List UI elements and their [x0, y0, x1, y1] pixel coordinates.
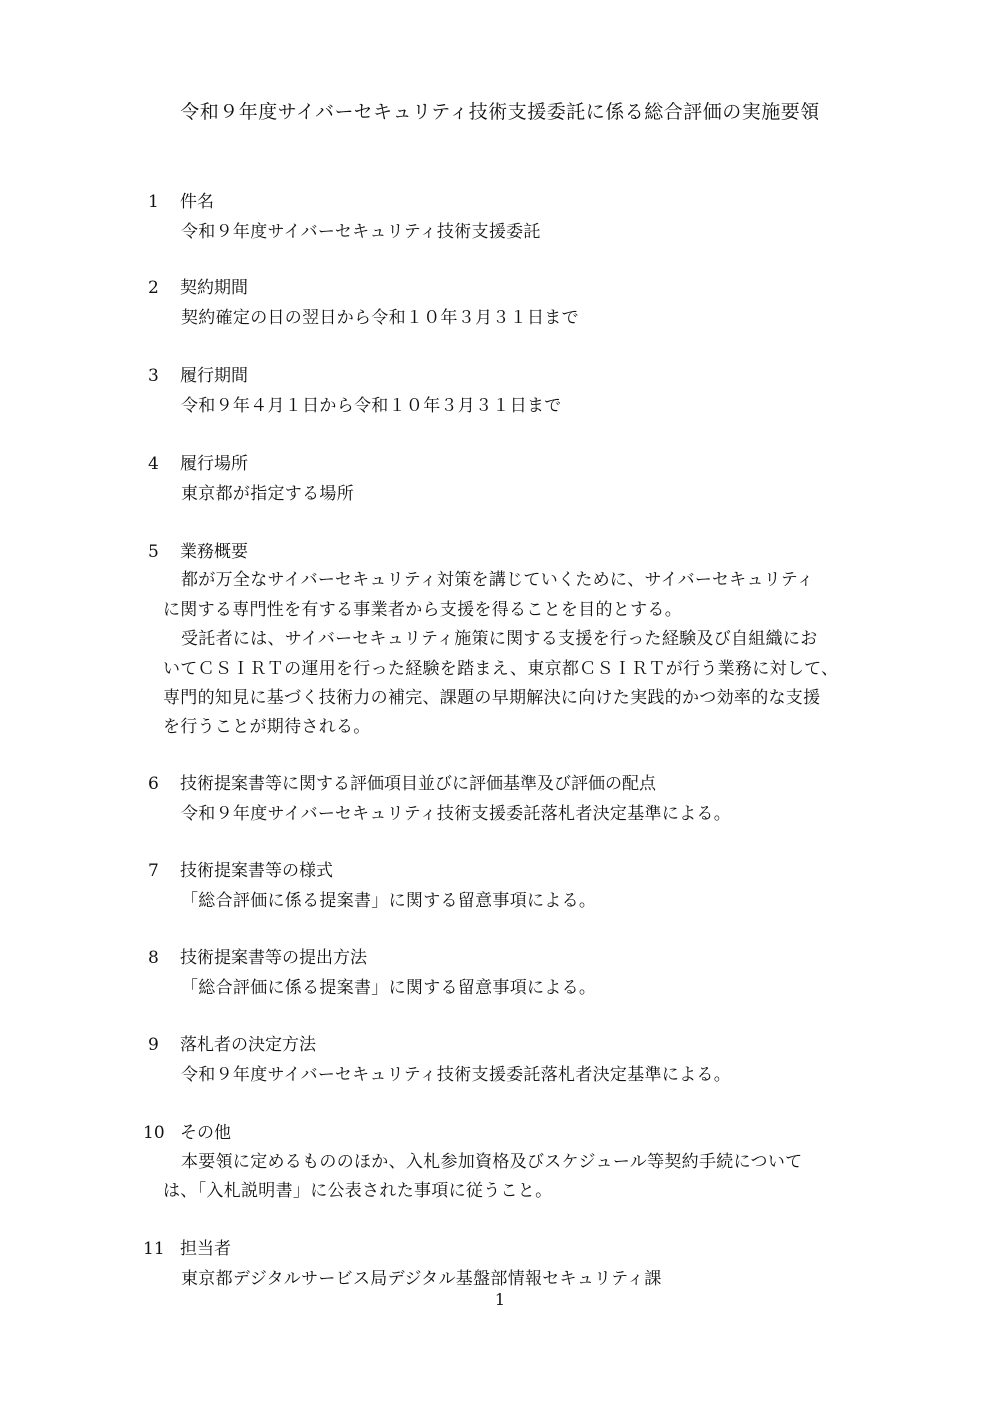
section-number: 11	[143, 1239, 165, 1259]
section-heading: 業務概要	[180, 542, 248, 562]
section-number: 6	[148, 774, 159, 794]
section-number: 10	[143, 1123, 165, 1143]
section-text: 令和９年度サイバーセキュリティ技術支援委託	[181, 222, 541, 242]
section-heading: 件名	[180, 192, 214, 212]
section-text: 令和９年度サイバーセキュリティ技術支援委託落札者決定基準による。	[181, 1065, 732, 1085]
section-text: 令和９年４月１日から令和１０年３月３１日まで	[181, 396, 562, 416]
section-text: 令和９年度サイバーセキュリティ技術支援委託落札者決定基準による。	[181, 804, 732, 824]
section-heading: 履行場所	[180, 454, 248, 474]
section-text: 受託者には、サイバーセキュリティ施策に関する支援を行った経験及び自組織にお	[181, 629, 818, 649]
section-number: 3	[148, 366, 159, 386]
section-heading: その他	[180, 1123, 231, 1143]
section-text: 「総合評価に係る提案書」に関する留意事項による。	[181, 978, 597, 998]
section-number: 1	[148, 192, 159, 212]
section-number: 8	[148, 948, 159, 968]
section-text: に関する専門性を有する事業者から支援を得ることを目的とする。	[163, 600, 682, 620]
section-text: 東京都が指定する場所	[181, 484, 354, 504]
section-text: いてＣＳＩＲＴの運用を行った経験を踏まえ、東京都ＣＳＩＲＴが行う業務に対して、	[163, 659, 839, 679]
section-text: 専門的知見に基づく技術力の補完、課題の早期解決に向けた実践的かつ効率的な支援	[163, 688, 821, 708]
section-heading: 技術提案書等の様式	[180, 861, 333, 881]
section-number: 4	[148, 454, 159, 474]
section-number: 7	[148, 861, 159, 881]
section-text: は、「入札説明書」に公表された事項に従うこと。	[163, 1181, 553, 1201]
section-text: 本要領に定めるもののほか、入札参加資格及びスケジュール等契約手続について	[181, 1152, 803, 1172]
section-text: 都が万全なサイバーセキュリティ対策を講じていくために、サイバーセキュリティ	[181, 570, 814, 590]
section-number: 9	[148, 1035, 159, 1055]
page-number: 1	[494, 1290, 506, 1309]
section-text: 契約確定の日の翌日から令和１０年３月３１日まで	[181, 308, 579, 328]
section-heading: 担当者	[180, 1239, 231, 1259]
document-title: 令和９年度サイバーセキュリティ技術支援委託に係る総合評価の実施要領	[180, 101, 820, 123]
section-text: を行うことが期待される。	[163, 717, 371, 737]
section-heading: 技術提案書等の提出方法	[180, 948, 367, 968]
section-heading: 技術提案書等に関する評価項目並びに評価基準及び評価の配点	[180, 774, 656, 794]
section-heading: 落札者の決定方法	[180, 1035, 316, 1055]
section-text: 「総合評価に係る提案書」に関する留意事項による。	[181, 891, 597, 911]
section-heading: 契約期間	[180, 278, 248, 298]
section-number: 2	[148, 278, 159, 298]
section-number: 5	[148, 542, 159, 562]
section-text: 東京都デジタルサービス局デジタル基盤部情報セキュリティ課	[181, 1269, 662, 1289]
section-heading: 履行期間	[180, 366, 248, 386]
